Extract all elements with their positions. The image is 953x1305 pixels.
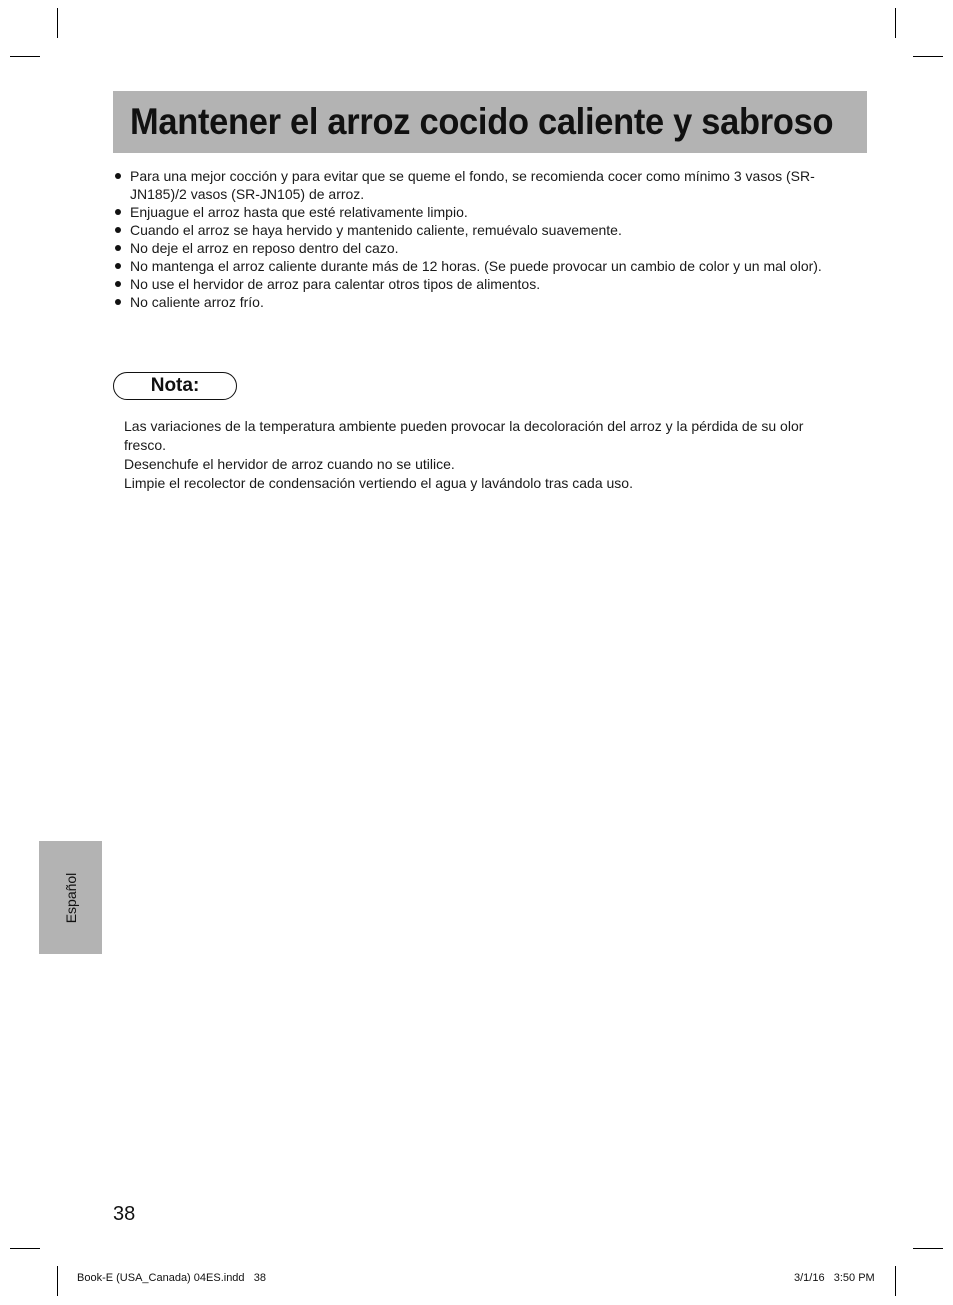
crop-mark <box>57 8 58 38</box>
crop-mark <box>895 1266 896 1296</box>
list-item: No mantenga el arroz caliente durante más de 12 horas. (Se puede provocar un cambio de color y un mal olor). <box>113 257 843 275</box>
list-item: Enjuague el arroz hasta que esté relativamente limpio. <box>113 203 843 221</box>
note-line: Desenchufe el hervidor de arroz cuando no se utilice. <box>124 456 455 472</box>
note-body <box>124 417 834 493</box>
list-item: Cuando el arroz se haya hervido y mantenido caliente, remuévalo suavemente. <box>113 221 843 239</box>
note-badge <box>113 372 237 400</box>
note-line: Las variaciones de la temperatura ambiente pueden provocar la decoloración del arroz y la pérdida de su olor fresco. <box>124 418 804 453</box>
crop-mark <box>57 1266 58 1296</box>
page-number: 38 <box>113 1203 136 1225</box>
crop-mark <box>10 1248 40 1249</box>
list-item: No deje el arroz en reposo dentro del cazo. <box>113 239 843 257</box>
crop-mark <box>913 56 943 57</box>
list-item: Para una mejor cocción y para evitar que se queme el fondo, se recomienda cocer como mínimo 3 vasos (SR-JN185)/2 vasos (SR-JN105) de arroz. <box>113 167 843 203</box>
crop-mark <box>895 8 896 38</box>
note-line: Limpie el recolector de condensación vertiendo el agua y lavándolo tras cada uso. <box>124 475 633 491</box>
tips-list <box>113 167 843 311</box>
list-item: No use el hervidor de arroz para calentar otros tipos de alimentos. <box>113 275 843 293</box>
footer-file-info: Book-E (USA_Canada) 04ES.indd 38 <box>77 1272 266 1284</box>
language-tab <box>39 841 102 954</box>
title-bar <box>113 91 867 153</box>
language-tab-label: Español <box>62 872 79 923</box>
crop-mark <box>10 56 40 57</box>
crop-mark <box>913 1248 943 1249</box>
list-item: No caliente arroz frío. <box>113 293 843 311</box>
footer-datetime: 3/1/16 3:50 PM <box>794 1272 875 1284</box>
note-label: Nota: <box>150 375 200 396</box>
page-title: Mantener el arroz cocido caliente y sabroso <box>130 101 834 142</box>
